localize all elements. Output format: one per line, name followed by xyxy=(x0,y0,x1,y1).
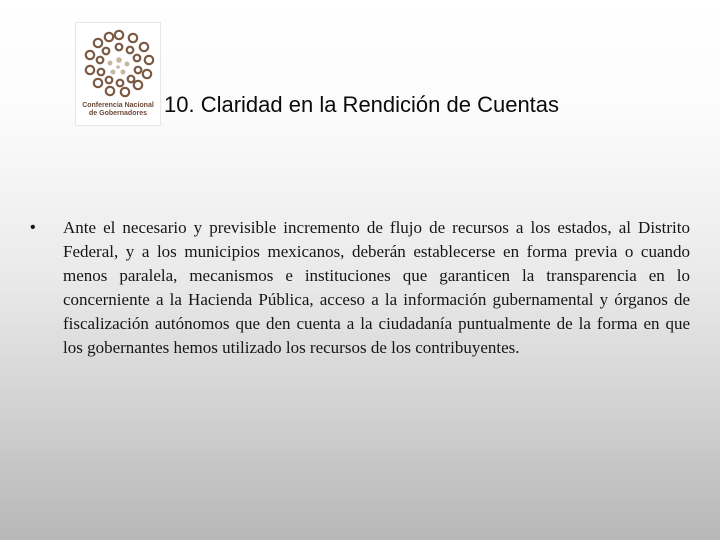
bullet-icon: • xyxy=(30,219,36,236)
slide-content xyxy=(30,216,690,360)
slide-title: 10. Claridad en la Rendición de Cuentas xyxy=(164,92,560,117)
conference-logo-icon xyxy=(82,27,156,101)
conference-logo xyxy=(75,22,161,126)
logo-line-2: de Gobernadores xyxy=(89,110,147,117)
logo-line-1: Conferencia Nacional xyxy=(82,102,154,109)
logo-caption xyxy=(79,102,157,118)
bullet-text: Ante el necesario y previsible incremento de flujo de recursos a los estados, al Distrito Federal, y a los municipios mexicanos, deberán establecerse en forma previa o cuando menos paralela, mecanismos e instituciones que garanticen la transparencia en lo concerniente a la Hacienda Pública, acceso a la información gubernamental y órganos de fiscalización autónomos que den cuenta a la ciudadanía puntualmente de la forma en que los gobernantes hemos utilizado los recursos de los contribuyentes. xyxy=(63,218,690,357)
bullet-item xyxy=(30,216,690,360)
